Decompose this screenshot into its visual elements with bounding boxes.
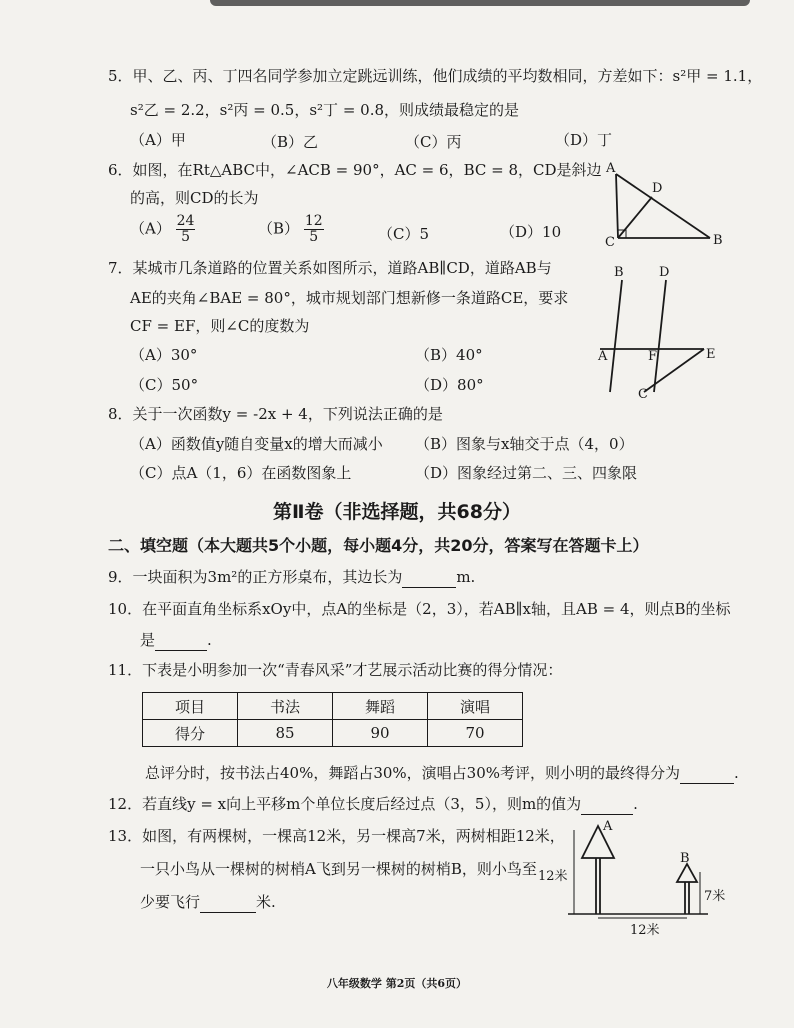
table-header-cell: 书法 bbox=[238, 693, 333, 720]
q6-line1: 6．如图，在Rt△ABC中，∠ACB = 90°，AC = 6，BC = 8，CD是斜边 bbox=[108, 161, 602, 179]
q9-line bbox=[108, 567, 475, 588]
q12-line bbox=[108, 794, 638, 815]
q12-period: . bbox=[633, 795, 638, 813]
q5-option-c: （C）丙 bbox=[405, 133, 462, 151]
q7-roads-figure bbox=[592, 262, 722, 402]
q9-text: 9．一块面积为3m²的正方形桌布，其边长为 bbox=[108, 568, 403, 586]
q6-fig-label-c: C bbox=[605, 235, 615, 250]
q6-fig-label-b: B bbox=[713, 233, 723, 248]
q7-fig-label-c: C bbox=[638, 387, 648, 402]
q10-period: . bbox=[207, 631, 212, 649]
q7-fig-label-b: B bbox=[614, 265, 624, 280]
table-header-cell: 项目 bbox=[143, 693, 238, 720]
q7-fig-label-e: E bbox=[706, 347, 716, 362]
q11-text: 总评分时，按书法占40%，舞蹈占30%，演唱占30%考评，则小明的最终得分为 bbox=[145, 764, 681, 782]
q10-line2 bbox=[140, 630, 212, 651]
table-cell: 70 bbox=[428, 720, 523, 747]
q6-option-b-label: （B） bbox=[258, 219, 300, 238]
q13-line3 bbox=[140, 892, 276, 913]
q8-option-b: （B）图象与x轴交于点（4，0） bbox=[415, 435, 634, 453]
q13-line2: 一只小鸟从一棵树的树梢A飞到另一棵树的树梢B，则小鸟至 bbox=[140, 860, 537, 878]
table-header-cell: 演唱 bbox=[428, 693, 523, 720]
q13-line1: 13．如图，有两棵树，一棵高12米，另一棵高7米，两树相距12米， bbox=[108, 827, 565, 845]
q6-option-d: （D）10 bbox=[500, 223, 562, 241]
q5-option-a: （A）甲 bbox=[130, 131, 186, 149]
q9-unit: m. bbox=[456, 568, 476, 586]
q6-option-b-numerator: 12 bbox=[304, 213, 323, 229]
q13-answer-blank bbox=[200, 892, 256, 913]
q7-line3: CF = EF，则∠C的度数为 bbox=[130, 317, 310, 335]
q6-option-b-fraction bbox=[304, 214, 324, 245]
q13-fig-label-distance: 12米 bbox=[630, 923, 660, 938]
q6-option-a-label: （A） bbox=[130, 219, 171, 238]
table-row bbox=[143, 720, 523, 747]
q7-fig-label-d: D bbox=[659, 265, 670, 280]
q13-fig-label-height2: 7米 bbox=[704, 889, 726, 904]
table-header-cell: 舞蹈 bbox=[333, 693, 428, 720]
q11-line2 bbox=[145, 763, 739, 784]
q13-fig-label-b: B bbox=[680, 851, 690, 866]
q6-fig-label-d: D bbox=[652, 181, 663, 196]
table-header-row bbox=[143, 693, 523, 720]
table-cell: 得分 bbox=[143, 720, 238, 747]
q6-option-c: （C）5 bbox=[378, 225, 430, 243]
q8-line1: 8．关于一次函数y = -2x + 4，下列说法正确的是 bbox=[108, 405, 443, 423]
q11-answer-blank bbox=[680, 763, 734, 784]
page-footer: 八年级数学 第2页（共6页） bbox=[326, 977, 468, 990]
q6-fig-label-a: A bbox=[606, 161, 616, 176]
q8-option-c: （C）点A（1，6）在函数图象上 bbox=[130, 464, 352, 482]
q10-text: 是 bbox=[140, 631, 156, 649]
q7-fig-label-a: A bbox=[598, 349, 608, 364]
q6-option-a bbox=[130, 214, 195, 245]
table-cell: 85 bbox=[238, 720, 333, 747]
q11-score-table bbox=[142, 692, 523, 747]
q13-text: 少要飞行 bbox=[140, 893, 201, 911]
fill-in-heading: 二、填空题（本大题共5个小题，每小题4分，共20分，答案写在答题卡上） bbox=[108, 536, 649, 555]
q6-option-a-denominator: 5 bbox=[181, 229, 190, 245]
q6-line2: 的高，则CD的长为 bbox=[130, 189, 259, 207]
q12-text: 12．若直线y = x向上平移m个单位长度后经过点（3，5），则m的值为 bbox=[108, 795, 582, 813]
q9-answer-blank bbox=[402, 567, 456, 588]
q13-trees-figure bbox=[538, 818, 738, 938]
scan-edge-bar bbox=[210, 0, 750, 6]
q5-option-d: （D）丁 bbox=[555, 131, 613, 149]
table-cell: 90 bbox=[333, 720, 428, 747]
q6-option-a-numerator: 24 bbox=[176, 213, 195, 229]
q13-fig-label-height1: 12米 bbox=[538, 869, 568, 884]
q8-option-a: （A）函数值y随自变量x的增大而减小 bbox=[130, 435, 383, 453]
q6-option-a-fraction bbox=[176, 214, 196, 245]
q13-fig-label-a: A bbox=[603, 819, 613, 834]
q6-option-b-denominator: 5 bbox=[309, 229, 319, 245]
q7-option-b: （B）40° bbox=[415, 346, 483, 364]
q7-option-c: （C）50° bbox=[130, 376, 199, 394]
q6-option-b bbox=[258, 214, 324, 245]
q7-line1: 7．某城市几条道路的位置关系如图所示，道路AB∥CD，道路AB与 bbox=[108, 259, 552, 277]
section-2-title: 第Ⅱ卷（非选择题，共68分） bbox=[273, 501, 521, 523]
q12-answer-blank bbox=[581, 794, 633, 815]
q5-line2: s²乙 = 2.2，s²丙 = 0.5，s²丁 = 0.8，则成绩最稳定的是 bbox=[130, 101, 520, 119]
q7-fig-label-f: F bbox=[648, 349, 658, 364]
q7-option-d: （D）80° bbox=[415, 376, 484, 394]
q11-line1: 11．下表是小明参加一次“青春风采”才艺展示活动比赛的得分情况： bbox=[108, 661, 563, 679]
q11-period: . bbox=[734, 764, 739, 782]
q7-line2: AE的夹角∠BAE = 80°，城市规划部门想新修一条道路CE，要求 bbox=[130, 289, 569, 307]
q7-option-a: （A）30° bbox=[130, 346, 198, 364]
q5-option-b: （B）乙 bbox=[262, 133, 319, 151]
q10-line1: 10．在平面直角坐标系xOy中，点A的坐标是（2，3），若AB∥x轴，且AB = 4，则点B的坐标 bbox=[108, 600, 731, 618]
q8-option-d: （D）图象经过第二、三、四象限 bbox=[415, 464, 638, 482]
q6-triangle-figure bbox=[602, 160, 722, 260]
q10-answer-blank bbox=[155, 630, 207, 651]
q13-unit: 米. bbox=[256, 893, 276, 911]
q5-line1: 5．甲、乙、丙、丁四名同学参加立定跳远训练，他们成绩的平均数相同，方差如下：s²甲 = 1.1， bbox=[108, 67, 763, 85]
